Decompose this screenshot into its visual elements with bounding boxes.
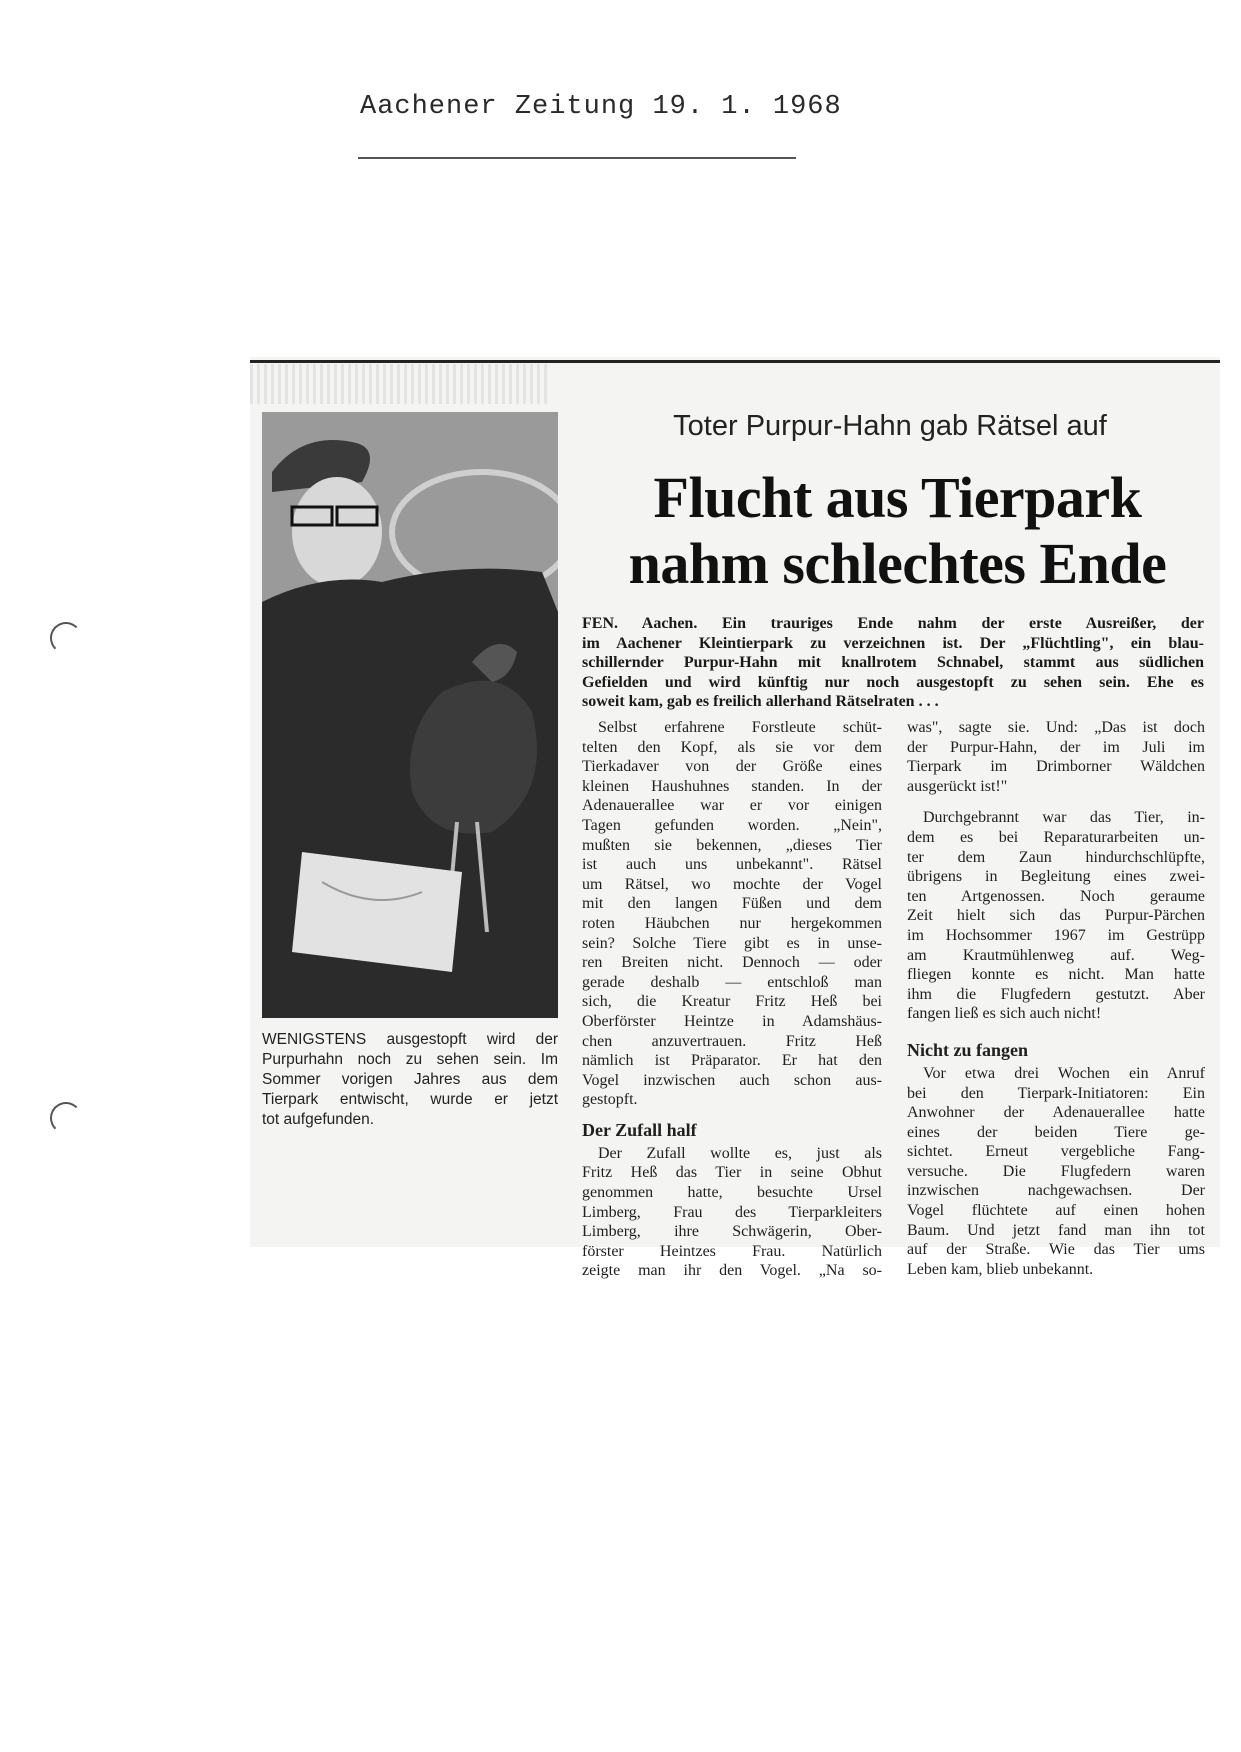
caption-line: Tierpark entwischt, wurde er jetzt: [262, 1091, 558, 1108]
text-line: mit den langen Füßen und dem: [582, 895, 882, 913]
article-headline: [585, 465, 1210, 597]
text-line: um Rätsel, wo mochte der Vogel: [582, 875, 882, 893]
text-line: Baum. Und jetzt fand man ihn tot: [907, 1221, 1205, 1239]
text-line: nämlich ist Präparator. Er hat den: [582, 1052, 882, 1070]
text-line: Anwohner der Adenauerallee hatte: [907, 1104, 1205, 1122]
text-line: Fritz Heß das Tier in seine Obhut: [582, 1164, 882, 1182]
text-line: genommen hatte, besuchte Ursel: [582, 1184, 882, 1202]
lead-line: FEN. Aachen. Ein trauriges Ende nahm der erste Ausreißer, der: [582, 615, 1204, 632]
text-line: Tagen gefunden worden. „Nein",: [582, 816, 882, 834]
text-line: bei den Tierpark-Initiatoren: Ein: [907, 1084, 1205, 1102]
text-line: ren Breiten nicht. Dennoch — oder: [582, 954, 882, 972]
lead-line: Gefielden und wird künftig nur noch ausgestopft zu sehen sein. Ehe es: [582, 673, 1204, 691]
text-line: versuche. Die Flugfedern waren: [907, 1162, 1205, 1180]
headline-line-2: nahm schlechtes Ende: [628, 531, 1167, 596]
text-line: gestopft.: [582, 1091, 638, 1109]
text-line: Der Zufall wollte es, just als: [598, 1144, 882, 1162]
article-column-1: [582, 718, 882, 1281]
article-photo: [262, 412, 558, 1018]
text-line: chen anzuvertrauen. Fritz Heß: [582, 1032, 882, 1050]
text-line: gerade deshalb — entschloß man: [582, 973, 882, 991]
text-line: auf der Straße. Wie das Tier ums: [907, 1241, 1205, 1259]
text-line: ten Artgenossen. Noch geraume: [907, 887, 1205, 905]
lead-line: schillernder Purpur-Hahn mit knallrotem Schnabel, stammt aus südlichen: [582, 654, 1204, 672]
caption-line: WENIGSTENS ausgestopft wird der: [262, 1031, 558, 1048]
caption-line: Sommer vorigen Jahres aus dem: [262, 1071, 558, 1088]
man-with-bird-illustration: [262, 412, 558, 1018]
text-line: Vogel flüchtete auf einen hohen: [907, 1202, 1205, 1220]
text-line: Vor etwa drei Wochen ein Anruf: [923, 1064, 1205, 1082]
punch-hole-top: [50, 622, 82, 654]
source-note: Aachener Zeitung 19. 1. 1968: [360, 92, 842, 122]
text-line: Durchgebrannt war das Tier, in-: [923, 809, 1205, 827]
text-line: ter dem Zaun hindurchschlüpfte,: [907, 848, 1205, 866]
text-line: übrigens in Begleitung eines zwei-: [907, 868, 1205, 886]
article-kicker: Toter Purpur-Hahn gab Rätsel auf: [673, 410, 1107, 442]
caption-line: tot aufgefunden.: [262, 1111, 375, 1128]
text-line: ist auch uns unbekannt". Rätsel: [582, 856, 882, 874]
article-lead: [582, 614, 1204, 712]
text-line: Vogel inzwischen auch schon aus-: [582, 1071, 882, 1089]
punch-hole-bottom: [50, 1102, 82, 1134]
text-line: kleinen Haushuhnes standen. In der: [582, 777, 882, 795]
headline-line-1: Flucht aus Tierpark: [653, 465, 1142, 530]
clipping-edge-noise: [250, 364, 550, 404]
text-line: im Hochsommer 1967 im Gestrüpp: [907, 926, 1205, 944]
source-underline: [358, 157, 796, 159]
text-line: was", sagte sie. Und: „Das ist doch: [907, 719, 1205, 736]
text-line: Limberg, ihre Schwägerin, Ober-: [582, 1223, 882, 1241]
text-line: Oberförster Heintze in Adamshäus-: [582, 1012, 882, 1030]
text-line: fangen ließ es sich auch nicht!: [907, 1005, 1102, 1023]
lead-line: im Aachener Kleintierpark zu verzeichnen ist. Der „Flüchtling", ein blau-: [582, 634, 1204, 652]
text-line: inzwischen nachgewachsen. Der: [907, 1182, 1205, 1200]
lead-line: soweit kam, gab es freilich allerhand Rätselraten . . .: [582, 693, 939, 711]
text-line: eines der beiden Tiere ge-: [907, 1123, 1205, 1141]
paragraph: [582, 1144, 882, 1281]
text-line: mußten sie bekennen, „dieses Tier: [582, 836, 882, 854]
text-line: Limberg, Frau des Tierparkleiters: [582, 1203, 882, 1221]
text-line: der Purpur-Hahn, der im Juli im: [907, 738, 1205, 756]
caption-line: Purpurhahn noch zu sehen sein. Im: [262, 1051, 558, 1068]
article-column-2: [907, 718, 1205, 1279]
text-line: telten den Kopf, als sie vor dem: [582, 738, 882, 756]
text-line: roten Häubchen nur hergekommen: [582, 914, 882, 932]
paragraph: [582, 718, 882, 1110]
subheading-nicht-zu-fangen: Nicht zu fangen: [907, 1039, 1028, 1060]
text-line: Adenauerallee war er vor einigen: [582, 797, 882, 815]
text-line: fliegen konnte es nicht. Man hatte: [907, 966, 1205, 984]
paragraph: [907, 718, 1205, 796]
text-line: Tierkadaver von der Größe eines: [582, 758, 882, 776]
clipping-top-rule: [250, 360, 1220, 363]
subheading-zufall: Der Zufall half: [582, 1119, 697, 1140]
paragraph: [907, 1064, 1205, 1280]
text-line: sein? Solche Tiere gibt es in unse-: [582, 934, 882, 952]
text-line: ausgerückt ist!": [907, 777, 1008, 795]
text-line: zeigte man ihr den Vogel. „Na so-: [582, 1262, 882, 1280]
text-line: förster Heintzes Frau. Natürlich: [582, 1242, 882, 1260]
text-line: am Krautmühlenweg auf. Weg-: [907, 946, 1205, 964]
paragraph: [907, 808, 1205, 1024]
text-line: Leben kam, blieb unbekannt.: [907, 1260, 1094, 1278]
text-line: ihm die Flugfedern gestutzt. Aber: [907, 985, 1205, 1003]
text-line: dem es bei Reparaturarbeiten un-: [907, 828, 1205, 846]
text-line: Selbst erfahrene Forstleute schüt-: [598, 719, 882, 736]
text-line: Zeit hielt sich das Purpur-Pärchen: [907, 907, 1205, 925]
text-line: sichtet. Erneut vergebliche Fang-: [907, 1143, 1205, 1161]
text-line: sich, die Kreatur Fritz Heß bei: [582, 993, 882, 1011]
photo-caption: [262, 1030, 558, 1130]
text-line: Tierpark im Drimborner Wäldchen: [907, 758, 1205, 776]
